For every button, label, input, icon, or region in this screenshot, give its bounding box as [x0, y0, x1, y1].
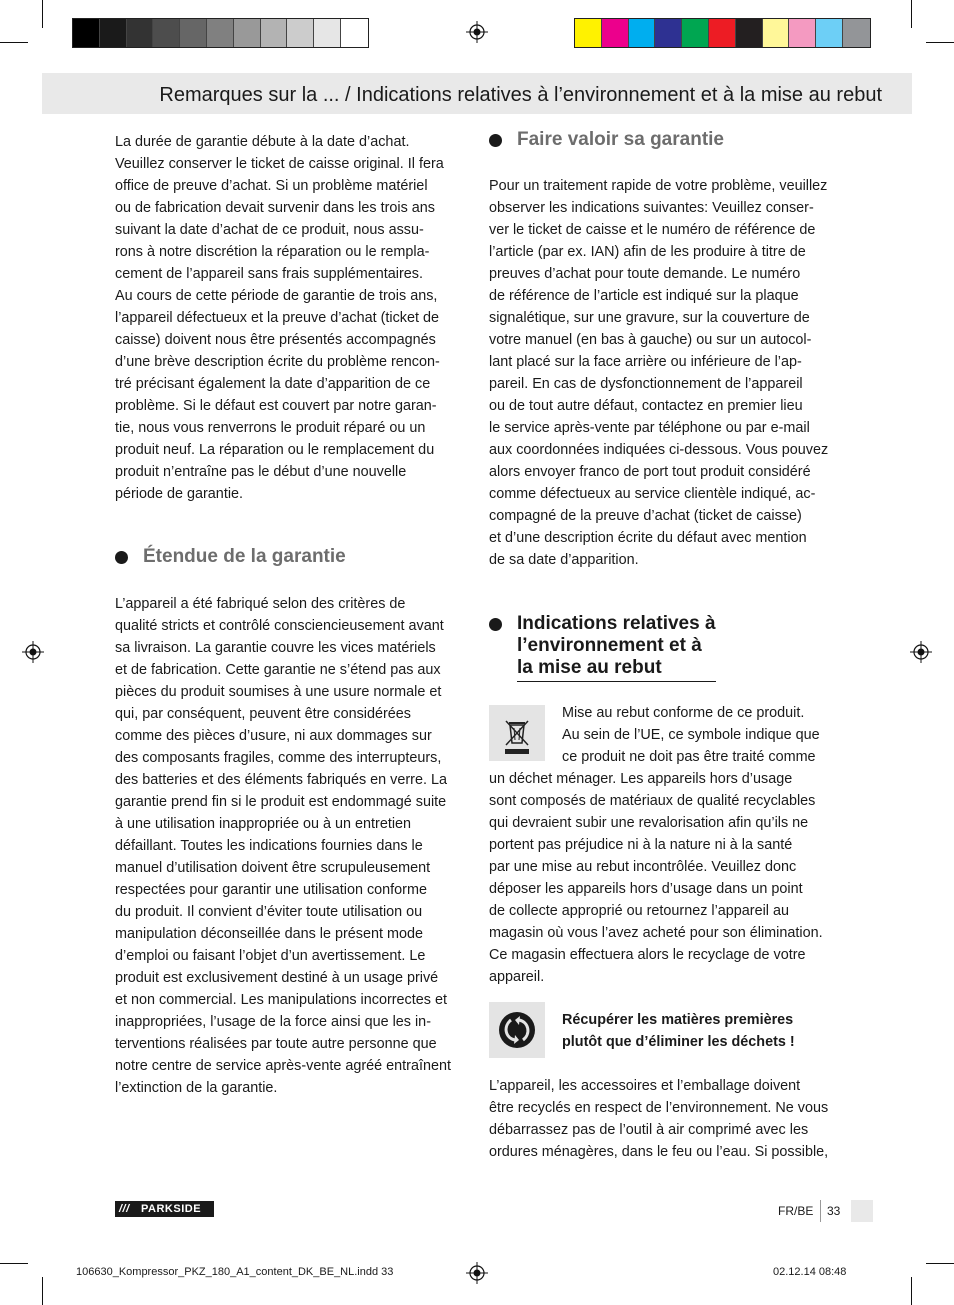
logo-stripes: ///	[119, 1203, 130, 1215]
color-swatch	[602, 19, 629, 47]
color-swatch	[736, 19, 763, 47]
registration-mark-icon	[466, 1262, 488, 1284]
color-swatch	[234, 19, 261, 47]
crop-mark	[42, 1277, 43, 1305]
color-swatch	[127, 19, 154, 47]
crop-mark	[0, 1263, 28, 1264]
section-title: Faire valoir sa garantie	[517, 129, 724, 150]
weee-icon-box	[489, 705, 545, 761]
registration-mark-icon	[910, 641, 932, 663]
language-code: FR/BE	[778, 1204, 814, 1218]
page-number: 33	[827, 1204, 841, 1218]
grayscale-color-bar	[72, 18, 369, 48]
bullet-icon	[115, 551, 128, 564]
color-swatch	[180, 19, 207, 47]
section-heading-scope	[115, 546, 346, 568]
color-swatch	[575, 19, 602, 47]
color-swatch	[709, 19, 736, 47]
color-swatch	[261, 19, 288, 47]
section-heading-claim	[489, 129, 724, 151]
color-swatch	[100, 19, 127, 47]
color-swatch	[287, 19, 314, 47]
closing-text: L’appareil, les accessoires et l’emballage doivent être recyclés en respect de l’environnement. Ne vous débarrassez pas de l’outil à air comprimé avec les ordures ménagères, dans le feu ou l’eau. Si possible,	[489, 1078, 829, 1160]
scope-text: L’appareil a été fabriqué selon des critères de qualité stricts et contrôlé consciencieusement avant sa livraison. La garantie couvre les vices matériels et de fabrication. Cette garantie ne s’étend pas aux pièces du produit soumises à une usure normale et qui, par conséquent, peuvent être considérées comme des pièces d’usure, ni aux dommages sur des composants fragiles, comme des interrupteurs, des batteries et des éléments fabriqués en verre. La garantie prend fin si le produit est endommagé suite à une utilisation inappropriée ou à un entretien défaillant. Toutes les indications fournies dans le manuel d’utilisation doivent être scrupuleusement respectées pour garantir une utilisation conforme du produit. Il convient d’éviter toute utilisation ou manipulation déconseillée dans le présent mode d’emploi ou faisant l’objet d’un avertissement. Le produit est exclusivement destiné à un usage privé et non commercial. Les manipulations incorrectes et inappropriées, l’usage de la force ainsi que les in- terventions réalisées par toute autre personne que notre centre de service après-vente agréé entraînent l’extinction de la garantie.	[115, 596, 451, 1096]
page-number-box	[851, 1200, 873, 1222]
color-swatch	[763, 19, 790, 47]
green-dot-recycle-icon	[489, 1002, 545, 1058]
bullet-icon	[489, 134, 502, 147]
recycle-note-text: Récupérer les matières premières plutôt que d’éliminer les déchets !	[562, 1012, 795, 1050]
color-swatch	[682, 19, 709, 47]
disposal-top-text	[562, 702, 852, 768]
left-column	[115, 131, 470, 505]
color-swatch	[153, 19, 180, 47]
brand-name: PARKSIDE	[141, 1203, 202, 1215]
recycle-note	[562, 1009, 852, 1053]
crop-mark	[0, 42, 28, 43]
footer-divider	[820, 1200, 821, 1222]
disposal-text: un déchet ménager. Les appareils hors d’usage sont composés de matériaux de qualité recyclables qui devraient subir une revalorisation afin qu’ils ne portent pas préjudice ni à la nature ni à la santé par une mise au rebut incontrôlée. Veuillez donc déposer les appareils hors d’usage dans un point de collecte approprié ou retournez l’appareil au magasin où vous l’avez acheté pour son élimination. Ce magasin effectuera alors le recyclage de votre appareil.	[489, 771, 823, 985]
green-dot-icon-box	[489, 1002, 545, 1058]
crossed-out-wheelie-bin-icon	[489, 705, 545, 761]
color-swatch	[207, 19, 234, 47]
slug-date: 02.12.14 08:48	[773, 1266, 847, 1278]
registration-mark-icon	[22, 641, 44, 663]
scope-body	[115, 593, 470, 1099]
disposal-body	[489, 768, 849, 988]
crop-mark	[42, 0, 43, 28]
color-swatch	[73, 19, 100, 47]
crop-mark	[926, 42, 954, 43]
process-color-bar	[574, 18, 871, 48]
crop-mark	[911, 1277, 912, 1305]
claim-text: Pour un traitement rapide de votre problème, veuillez observer les indications suivantes: Veuillez conser- ver le ticket de caisse et le numéro de référence de l’article (par ex. IAN) afin de les produire à titre de preuves d’achat pour toute demande. Le numéro de référence de l’article est indiqué sur la plaque signalétique, sur une gravure, sur la couverture de votre manuel (en bas à gauche) ou sur un autocol- lant placé sur la face arrière ou inférieure de l’ap- pareil. En cas de dysfonctionnement de l’appareil ou de tout autre défaut, contactez en premier lieu le service après-vente par téléphone ou par e-mail aux coordonnées indiquées ci-dessous. Vous pouvez alors envoyer franco de port tout produit considéré comme défectueux au service clientèle indiqué, ac- compagné de la preuve d’achat (ticket de caisse) et d’une description écrite du défaut avec mention de sa date d’apparition.	[489, 178, 829, 568]
section-title: Indications relatives à l’environnement et à la mise au rebut	[517, 613, 716, 682]
color-swatch	[341, 19, 368, 47]
color-swatch	[843, 19, 870, 47]
parkside-logo	[115, 1201, 214, 1217]
disposal-text: Mise au rebut conforme de ce produit. Au sein de l’UE, ce symbole indique que ce produit ne doit pas être traité comme	[562, 705, 820, 765]
crop-mark	[926, 1263, 954, 1264]
color-swatch	[816, 19, 843, 47]
warranty-intro-text: La durée de garantie débute à la date d’achat. Veuillez conserver le ticket de caisse original. Il fera office de preuve d’achat. Si un problème matériel ou de fabrication devait survenir dans les trois ans suivant la date d’achat de ce produit, nous assu- rons à notre discrétion la réparation ou le rempla- cement de l’appareil sans frais supplémentaires. Au cours de cette période de garantie de trois ans, l’appareil défectueux et la preuve d’achat (ticket de caisse) doivent nous être présentés accompagnés d’une brève description écrite du problème rencon- tré précisant également la date d’apparition de ce problème. Si le défaut est couvert par notre garan- tie, nous vous renverrons le produit réparé ou un produit neuf. La réparation ou le remplacement du produit n’entraîne pas le début d’une nouvelle période de garantie.	[115, 134, 444, 502]
section-title: Étendue de la garantie	[143, 546, 346, 567]
page-title: Remarques sur la ... / Indications relatives à l’environnement et à la mise au rebut	[159, 84, 882, 106]
color-swatch	[314, 19, 341, 47]
slug-filename: 106630_Kompressor_PKZ_180_A1_content_DK_BE_NL.indd 33	[76, 1266, 394, 1278]
closing-body	[489, 1075, 849, 1163]
registration-mark-icon	[466, 21, 488, 43]
section-heading-environment	[489, 613, 716, 682]
color-swatch	[629, 19, 656, 47]
color-swatch	[655, 19, 682, 47]
claim-body	[489, 175, 844, 571]
bullet-icon	[489, 618, 502, 631]
color-swatch	[789, 19, 816, 47]
crop-mark	[911, 0, 912, 28]
